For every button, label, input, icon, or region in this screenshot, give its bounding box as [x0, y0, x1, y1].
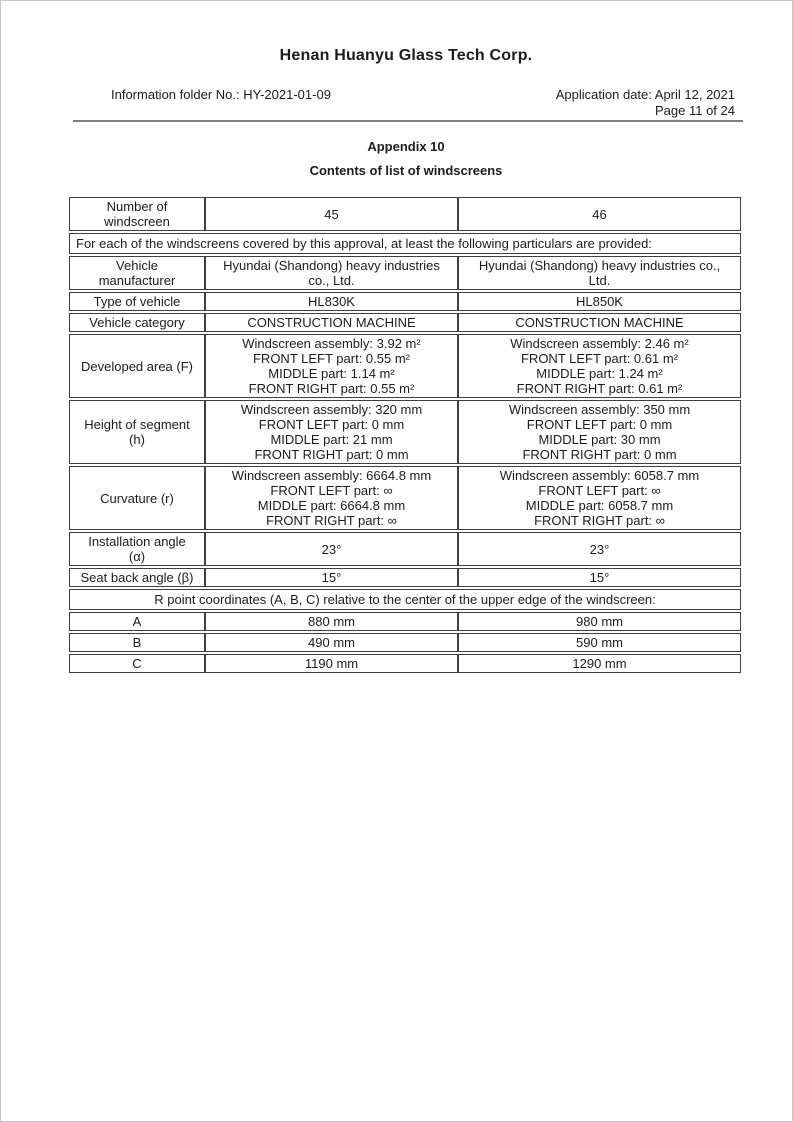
row-coordinate-c [69, 654, 741, 673]
cell-coord-b-46: 590 mm [458, 633, 741, 652]
row-label: Height of segment (h) [69, 400, 205, 464]
row-label: Seat back angle (β) [69, 568, 205, 587]
info-folder-number: Information folder No.: HY-2021-01-09 [111, 87, 331, 102]
approval-note-text: For each of the windscreens covered by this approval, at least the following particulars are provided: [69, 233, 741, 254]
cell-windscreen-45-number: 45 [205, 197, 458, 231]
cell-coord-a-46: 980 mm [458, 612, 741, 631]
row-height-of-segment [69, 400, 741, 464]
cell-segment-height-46: Windscreen assembly: 350 mm FRONT LEFT part: 0 mm MIDDLE part: 30 mm FRONT RIGHT part: 0 mm [458, 400, 741, 464]
row-installation-angle [69, 532, 741, 566]
row-coordinate-b [69, 633, 741, 652]
row-r-point-note [69, 589, 741, 610]
row-label: Type of vehicle [69, 292, 205, 311]
appendix-title: Appendix 10 [367, 139, 445, 154]
row-vehicle-category [69, 313, 741, 332]
cell-developed-area-46: Windscreen assembly: 2.46 m² FRONT LEFT part: 0.61 m² MIDDLE part: 1.24 m² FRONT RIGHT part: 0.61 m² [458, 334, 741, 398]
windscreen-spec-table [69, 195, 741, 675]
header-rule [73, 120, 743, 122]
row-curvature [69, 466, 741, 530]
company-title: Henan Huanyu Glass Tech Corp. [279, 47, 533, 64]
row-label: C [69, 654, 205, 673]
row-label: Number of windscreen [69, 197, 205, 231]
row-seat-back-angle [69, 568, 741, 587]
header-meta-row [69, 87, 743, 102]
cell-installation-angle-45: 23° [205, 532, 458, 566]
cell-category-45: CONSTRUCTION MACHINE [205, 313, 458, 332]
cell-installation-angle-46: 23° [458, 532, 741, 566]
row-coordinate-a [69, 612, 741, 631]
cell-manufacturer-45: Hyundai (Shandong) heavy industries co., Ltd. [205, 256, 458, 290]
row-developed-area [69, 334, 741, 398]
cell-curvature-45: Windscreen assembly: 6664.8 mm FRONT LEFT part: ∞ MIDDLE part: 6664.8 mm FRONT RIGHT part: ∞ [205, 466, 458, 530]
doc-subtitle: Contents of list of windscreens [309, 163, 503, 178]
page-number: Page 11 of 24 [655, 103, 735, 118]
cell-seat-back-angle-46: 15° [458, 568, 741, 587]
cell-windscreen-46-number: 46 [458, 197, 741, 231]
row-number-of-windscreen [69, 197, 741, 231]
row-label: Vehicle category [69, 313, 205, 332]
cell-segment-height-45: Windscreen assembly: 320 mm FRONT LEFT part: 0 mm MIDDLE part: 21 mm FRONT RIGHT part: 0 mm [205, 400, 458, 464]
application-date: Application date: April 12, 2021 [555, 87, 735, 102]
row-label: Developed area (F) [69, 334, 205, 398]
cell-developed-area-45: Windscreen assembly: 3.92 m² FRONT LEFT part: 0.55 m² MIDDLE part: 1.14 m² FRONT RIGHT part: 0.55 m² [205, 334, 458, 398]
cell-coord-c-45: 1190 mm [205, 654, 458, 673]
cell-seat-back-angle-45: 15° [205, 568, 458, 587]
row-vehicle-manufacturer [69, 256, 741, 290]
cell-category-46: CONSTRUCTION MACHINE [458, 313, 741, 332]
cell-coord-b-45: 490 mm [205, 633, 458, 652]
cell-coord-c-46: 1290 mm [458, 654, 741, 673]
cell-vehicle-type-46: HL850K [458, 292, 741, 311]
row-label: Vehicle manufacturer [69, 256, 205, 290]
cell-curvature-46: Windscreen assembly: 6058.7 mm FRONT LEFT part: ∞ MIDDLE part: 6058.7 mm FRONT RIGHT part: ∞ [458, 466, 741, 530]
row-label: A [69, 612, 205, 631]
row-approval-note [69, 233, 741, 254]
page-content [69, 1, 743, 675]
r-point-note-text: R point coordinates (A, B, C) relative to the center of the upper edge of the windscreen: [69, 589, 741, 610]
row-type-of-vehicle [69, 292, 741, 311]
cell-vehicle-type-45: HL830K [205, 292, 458, 311]
cell-coord-a-45: 880 mm [205, 612, 458, 631]
row-label: B [69, 633, 205, 652]
row-label: Curvature (r) [69, 466, 205, 530]
row-label: Installation angle (α) [69, 532, 205, 566]
cell-manufacturer-46: Hyundai (Shandong) heavy industries co., Ltd. [458, 256, 741, 290]
